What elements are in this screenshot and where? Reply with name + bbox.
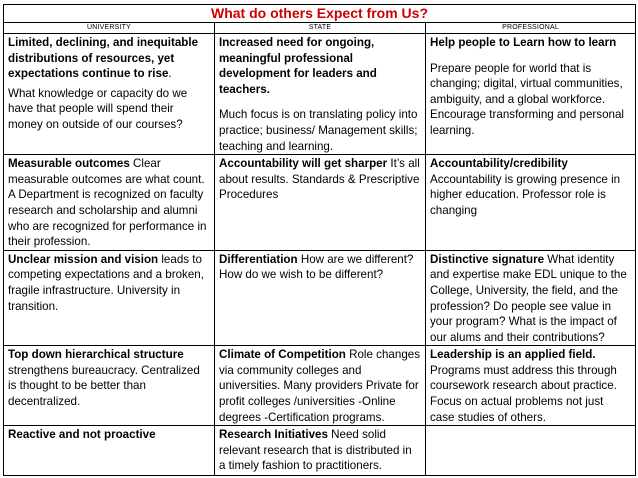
cell-heading: Research Initiatives <box>219 428 328 442</box>
cell-text: Role changes via community colleges and universities. Many providers Private for profit colleges /universities -Online degrees -Certification programs. <box>219 348 421 424</box>
header-state: STATE <box>215 23 426 34</box>
cell-heading: Leadership is an applied field. <box>430 348 596 362</box>
cell-text: Need solid relevant research that is distributed in a timely fashion to practitioners. <box>219 428 412 473</box>
cell-professional-accountability <box>426 155 636 251</box>
table-row <box>4 346 636 426</box>
table-row <box>4 155 636 251</box>
cell-heading: Reactive and not proactive <box>8 428 156 442</box>
cell-heading: Climate of Competition <box>219 348 346 362</box>
cell-heading: Limited, declining, and inequitable distributions of resources, yet expectations continue to rise <box>8 36 199 81</box>
cell-heading: Distinctive signature <box>430 252 545 266</box>
cell-extra-text: Prepare people for world that is changing; digital, virtual communities, ambiguity, and a global workforce. Encourage transforming and personal learning. <box>430 61 624 137</box>
cell-heading: Top down hierarchical structure <box>8 348 184 362</box>
table-row <box>4 426 636 476</box>
cell-text: Programs must address this through coursework research about practice. Focus on actual problems not just case studies of others. <box>430 363 617 424</box>
cell-state-competition <box>215 346 426 426</box>
cell-university-outcomes <box>4 155 215 251</box>
cell-text: Accountability is growing presence in higher education. Professor role is changing <box>430 172 621 217</box>
cell-heading: Increased need for ongoing, meaningful professional development for leaders and teachers. <box>219 36 377 96</box>
cell-text: How are we different? How do we wish to be different? <box>219 252 414 282</box>
table-row <box>4 34 636 155</box>
cell-heading: Unclear mission and vision <box>8 252 159 266</box>
cell-professional-empty <box>426 426 636 476</box>
cell-university-reactive <box>4 426 215 476</box>
header-row <box>4 23 636 34</box>
cell-heading: Differentiation <box>219 252 298 266</box>
cell-university-mission <box>4 250 215 346</box>
cell-text: What identity and expertise make EDL unique to the College, University, the field, and the profession? Do people see value in your program? What is the impact of our alums and their contributions? <box>430 252 627 344</box>
expectations-table <box>3 4 636 476</box>
cell-state-accountability <box>215 155 426 251</box>
cell-text: . <box>168 67 172 81</box>
cell-heading: Accountability/credibility <box>430 157 568 171</box>
cell-professional-signature <box>426 250 636 346</box>
table-row <box>4 250 636 346</box>
cell-text: Clear measurable outcomes are what count. A Department is recognized on faculty research and scholarship and alumni who are recognized for performance in their profession. <box>8 157 207 249</box>
cell-extra-text: Much focus is on translating policy into practice; business/ Management skills; teaching and learning. <box>219 108 418 153</box>
header-university: UNIVERSITY <box>4 23 215 34</box>
title-row <box>4 5 636 23</box>
cell-state-research <box>215 426 426 476</box>
cell-university-resources <box>4 34 215 155</box>
cell-professional-leadership <box>426 346 636 426</box>
cell-state-differentiation <box>215 250 426 346</box>
cell-university-hierarchy <box>4 346 215 426</box>
cell-text: leads to competing expectations and a broken, fragile infrastructure. University in transition. <box>8 252 204 313</box>
cell-heading: Accountability will get sharper <box>219 157 388 171</box>
header-professional: PROFESSIONAL <box>426 23 636 34</box>
cell-professional-learn <box>426 34 636 155</box>
slide <box>3 4 635 474</box>
cell-extra-text: What knowledge or capacity do we have that people will spend their money on outside of our courses? <box>8 86 188 131</box>
cell-text: strengthens bureaucracy. Centralized is thought to be better than decentralized. <box>8 363 200 409</box>
cell-heading: Measurable outcomes <box>8 157 130 171</box>
cell-text: It’s all about results. Standards & Prescriptive Procedures <box>219 157 420 202</box>
cell-heading: Help people to Learn how to learn <box>430 36 617 49</box>
table-title: What do others Expect from Us? <box>4 5 636 23</box>
cell-state-professional-development <box>215 34 426 155</box>
